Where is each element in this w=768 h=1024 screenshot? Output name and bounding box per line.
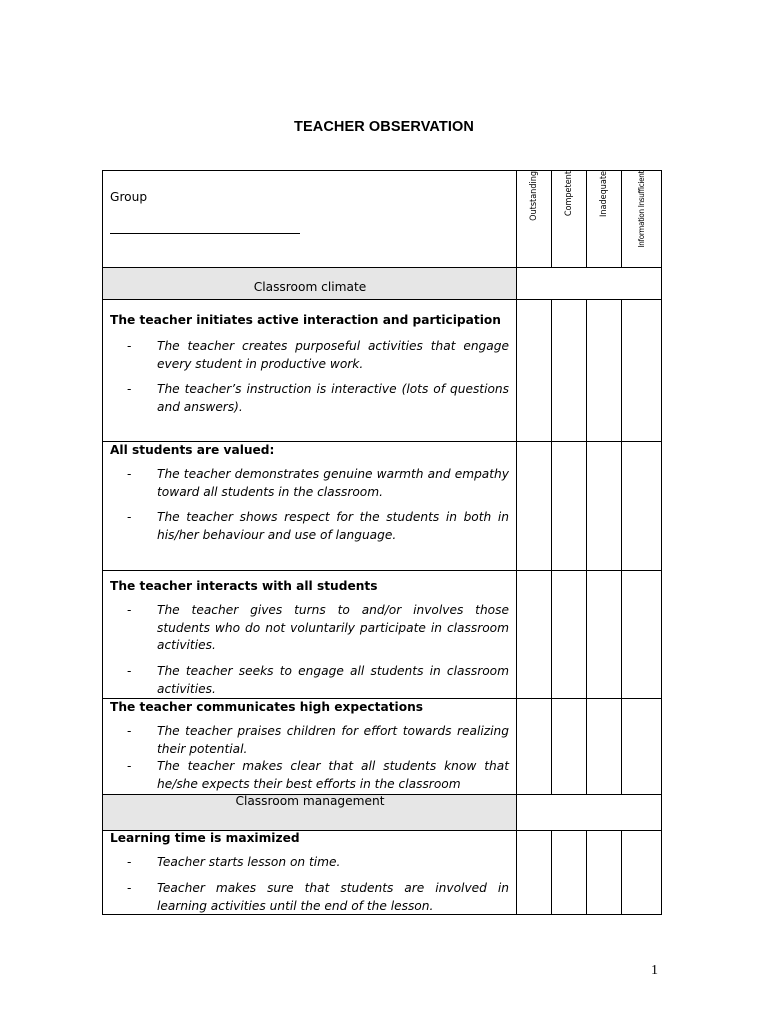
criterion-heading: The teacher initiates active interaction and participation xyxy=(110,313,501,327)
bullet-text: Teacher makes sure that students are involved in learning activities until the end of the lesson. xyxy=(157,881,509,913)
bullet-text: The teacher creates purposeful activities that engage every student in productive work. xyxy=(157,339,509,371)
row-divider xyxy=(103,267,661,268)
bullet-text: The teacher gives turns to and/or involves those students who do not voluntarily participate in classroom activities. xyxy=(157,603,509,652)
group-label: Group xyxy=(110,190,148,204)
bullet-dash: - xyxy=(127,855,132,869)
bullet-text: The teacher seeks to engage all students in classroom activities. xyxy=(157,664,509,696)
page-number: 1 xyxy=(651,963,658,978)
bullet-dash: - xyxy=(127,603,132,617)
column-header-outstanding: Outstanding xyxy=(529,171,539,221)
column-header-competent: Competent xyxy=(564,171,574,217)
row-divider xyxy=(103,299,661,300)
bullet-dash: - xyxy=(127,510,132,524)
criterion-heading: Learning time is maximized xyxy=(110,831,300,845)
bullet-dash: - xyxy=(127,664,132,678)
group-blank-line[interactable] xyxy=(110,233,300,234)
bullet-dash: - xyxy=(127,724,132,738)
column-divider xyxy=(621,830,622,914)
section-title-management: Classroom management xyxy=(235,794,385,808)
column-divider xyxy=(551,830,552,914)
bullet-dash: - xyxy=(127,759,132,773)
observation-table xyxy=(102,170,662,915)
column-divider xyxy=(621,299,622,795)
bullet-text: Teacher starts lesson on time. xyxy=(157,855,341,869)
section-title-climate: Classroom climate xyxy=(253,280,367,294)
column-header-inadequate: Inadequate xyxy=(599,171,609,217)
document-title: TEACHER OBSERVATION xyxy=(294,119,474,135)
row-divider xyxy=(103,570,661,571)
bullet-text: The teacher makes clear that all students know that he/she expects their best efforts in the classroom xyxy=(157,759,509,791)
bullet-text: The teacher shows respect for the students in both in his/her behaviour and use of language. xyxy=(157,510,509,542)
bullet-dash: - xyxy=(127,339,132,353)
criterion-heading: The teacher interacts with all students xyxy=(110,579,378,593)
column-divider xyxy=(586,299,587,795)
column-divider xyxy=(551,299,552,795)
criterion-heading: All students are valued: xyxy=(110,443,275,457)
criterion-heading: The teacher communicates high expectations xyxy=(110,700,423,714)
bullet-text: The teacher demonstrates genuine warmth and empathy toward all students in the classroom. xyxy=(157,467,509,499)
column-divider xyxy=(586,830,587,914)
bullet-dash: - xyxy=(127,467,132,481)
bullet-text: The teacher praises children for effort towards realizing their potential. xyxy=(157,724,509,756)
bullet-dash: - xyxy=(127,881,132,895)
bullet-text: The teacher’s instruction is interactive (lots of questions and answers). xyxy=(157,382,509,414)
bullet-dash: - xyxy=(127,382,132,396)
column-header-information-insufficient: Information Insufficient xyxy=(637,171,646,248)
